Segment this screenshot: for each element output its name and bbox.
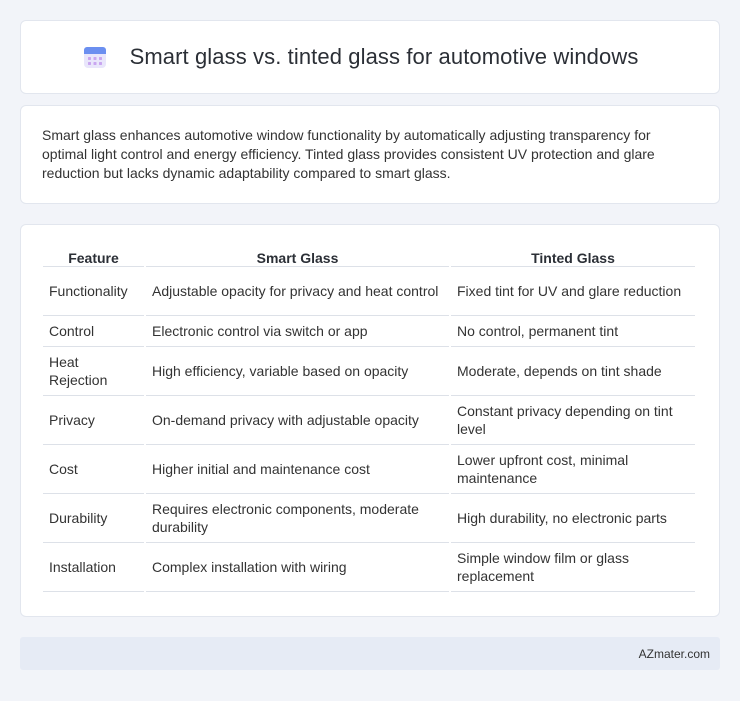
table-row xyxy=(43,396,695,445)
table-row xyxy=(43,494,695,543)
tinted-glass-cell: Fixed tint for UV and glare reduction xyxy=(451,267,695,316)
feature-cell: Installation xyxy=(43,543,144,592)
smart-glass-cell: Higher initial and maintenance cost xyxy=(146,445,449,494)
feature-cell: Heat Rejection xyxy=(43,347,144,396)
tinted-glass-cell: High durability, no electronic parts xyxy=(451,494,695,543)
feature-cell: Durability xyxy=(43,494,144,543)
table-row xyxy=(43,347,695,396)
page-title: Smart glass vs. tinted glass for automotive windows xyxy=(129,44,639,69)
column-header-tinted-glass: Tinted Glass xyxy=(451,245,695,267)
smart-glass-cell: Electronic control via switch or app xyxy=(146,316,449,347)
feature-cell: Control xyxy=(43,316,144,347)
column-header-feature: Feature xyxy=(43,245,144,267)
tinted-glass-cell: No control, permanent tint xyxy=(451,316,695,347)
summary-card xyxy=(20,105,720,204)
smart-glass-cell: Requires electronic components, moderate durability xyxy=(146,494,449,543)
table-header-row xyxy=(43,245,695,267)
tinted-glass-cell: Constant privacy depending on tint level xyxy=(451,396,695,445)
feature-cell: Cost xyxy=(43,445,144,494)
feature-cell: Functionality xyxy=(43,267,144,316)
column-header-smart-glass: Smart Glass xyxy=(146,245,449,267)
table-row xyxy=(43,267,695,316)
footer-site-name: AZmater.com xyxy=(638,646,710,661)
tinted-glass-cell: Moderate, depends on tint shade xyxy=(451,347,695,396)
tinted-glass-cell: Lower upfront cost, minimal maintenance xyxy=(451,445,695,494)
footer xyxy=(20,637,720,670)
tinted-glass-cell: Simple window film or glass replacement xyxy=(451,543,695,592)
calendar-icon xyxy=(82,44,108,70)
comparison-table xyxy=(41,245,697,592)
table-row xyxy=(43,543,695,592)
table-row xyxy=(43,316,695,347)
smart-glass-cell: On-demand privacy with adjustable opacity xyxy=(146,396,449,445)
table-row xyxy=(43,445,695,494)
feature-cell: Privacy xyxy=(43,396,144,445)
summary-text: Smart glass enhances automotive window functionality by automatically adjusting transparency for optimal light control and energy efficiency. Tinted glass provides consistent UV protection and glare reduction but lacks dynamic adaptability compared to smart glass. xyxy=(42,127,655,181)
comparison-table-card xyxy=(20,224,720,617)
smart-glass-cell: Adjustable opacity for privacy and heat control xyxy=(146,267,449,316)
title-card xyxy=(20,20,720,94)
smart-glass-cell: Complex installation with wiring xyxy=(146,543,449,592)
smart-glass-cell: High efficiency, variable based on opacity xyxy=(146,347,449,396)
